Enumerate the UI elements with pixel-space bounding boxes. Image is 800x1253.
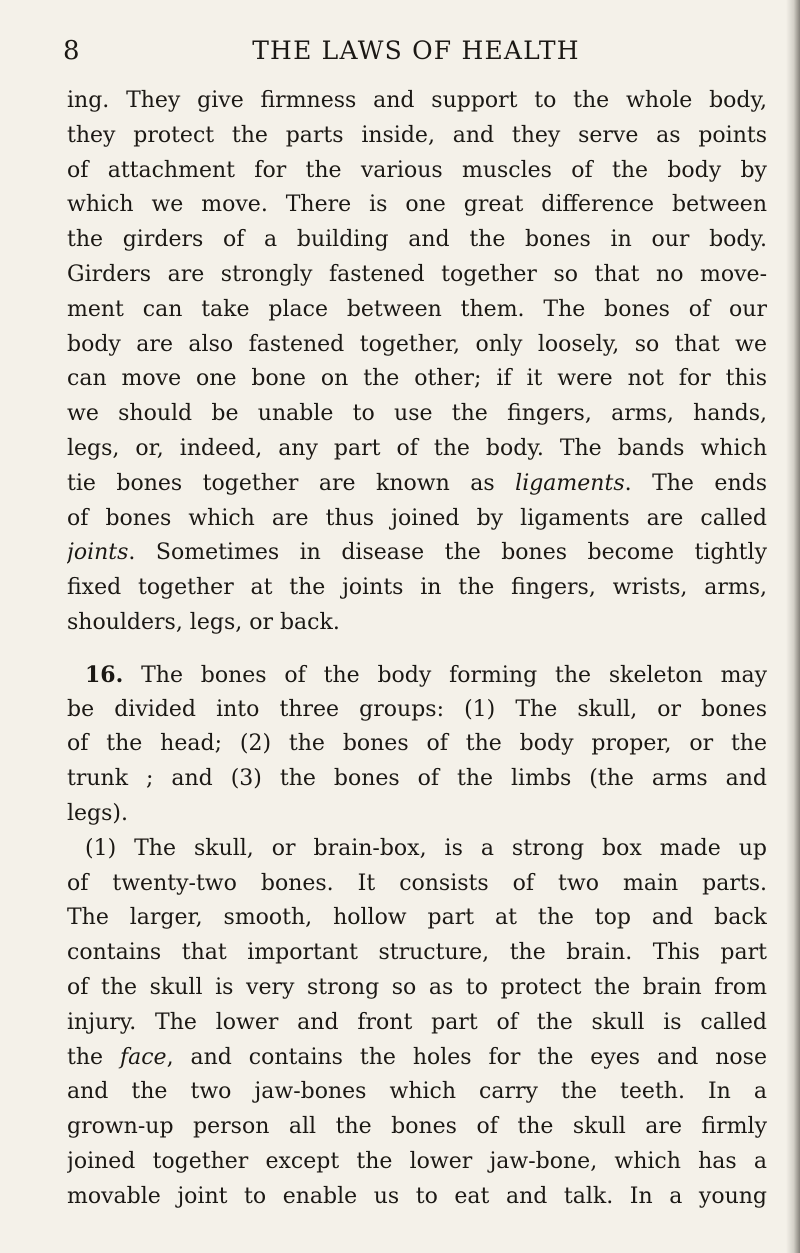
text-run: , and contains the holes for the eyes and nose <box>166 1044 767 1070</box>
italic-term-joints: joints <box>67 540 129 566</box>
text-line: The larger, smooth, hollow part at the top and back <box>67 905 767 931</box>
text-line: joined together except the lower jaw-bone, which has a <box>67 1148 767 1174</box>
text-run: tie bones together are known as <box>67 470 516 496</box>
page-edge-shadow <box>786 0 800 1253</box>
page-header <box>63 34 769 68</box>
text-line: of bones which are thus joined by ligaments are called <box>67 505 767 531</box>
text-line: legs). <box>67 800 129 826</box>
text-line <box>67 658 767 693</box>
text-line <box>67 536 767 571</box>
text-line: legs, or, indeed, any part of the body. The bands which <box>67 435 767 461</box>
text-line: ing. They give firmness and support to the whole body, <box>67 88 767 113</box>
italic-term-ligaments: ligaments <box>515 470 625 496</box>
running-head: THE LAWS OF HEALTH <box>252 36 580 65</box>
paragraph-section-16 <box>67 658 767 832</box>
text-line: (1) The skull, or brain-box, is a strong box made up <box>85 835 767 861</box>
text-line: fixed together at the joints in the fingers, wrists, arms, <box>67 575 767 601</box>
text-line: contains that important structure, the brain. This part <box>67 940 767 966</box>
text-line: Girders are strongly fastened together so that no move- <box>67 261 767 287</box>
text-line: be divided into three groups: (1) The skull, or bones <box>67 696 767 722</box>
paragraph-bones-function <box>67 84 767 641</box>
text-line: shoulders, legs, or back. <box>67 609 340 635</box>
text-line: and the two jaw-bones which carry the teeth. In a <box>67 1079 767 1105</box>
text-line: they protect the parts inside, and they serve as points <box>67 122 767 148</box>
text-line <box>67 467 767 502</box>
body-text <box>67 84 767 1215</box>
text-line: trunk ; and (3) the bones of the limbs (the arms and <box>67 766 767 792</box>
text-line: ment can take place between them. The bones of our <box>67 296 767 322</box>
paragraph-skull <box>67 832 767 1215</box>
text-line: of attachment for the various muscles of the body by <box>67 157 767 183</box>
section-number: 16. <box>85 661 124 688</box>
text-line: of twenty-two bones. It consists of two main parts. <box>67 870 767 896</box>
text-run: . Sometimes in disease the bones become tightly <box>128 540 767 566</box>
text-run: The bones of the body forming the skeleton may <box>123 662 767 688</box>
text-line <box>67 1041 767 1076</box>
text-line: movable joint to enable us to eat and talk. In a young <box>67 1183 767 1209</box>
text-line: can move one bone on the other; if it were not for this <box>67 366 767 392</box>
text-line: of the head; (2) the bones of the body proper, or the <box>67 731 767 757</box>
text-line: grown-up person all the bones of the skull are firmly <box>67 1114 767 1140</box>
text-line: of the skull is very strong so as to protect the brain from <box>67 974 767 1000</box>
paragraph-gap <box>67 641 767 658</box>
page-number: 8 <box>63 36 80 66</box>
text-line: body are also fastened together, only loosely, so that we <box>67 331 767 357</box>
text-line: the girders of a building and the bones in our body. <box>67 227 767 253</box>
text-line: which we move. There is one great difference between <box>67 192 767 218</box>
italic-term-face: face <box>119 1044 167 1070</box>
text-line: we should be unable to use the fingers, arms, hands, <box>67 401 767 427</box>
text-line: injury. The lower and front part of the skull is called <box>67 1009 767 1035</box>
text-run: . The ends <box>624 470 767 496</box>
text-run: the <box>67 1044 120 1070</box>
